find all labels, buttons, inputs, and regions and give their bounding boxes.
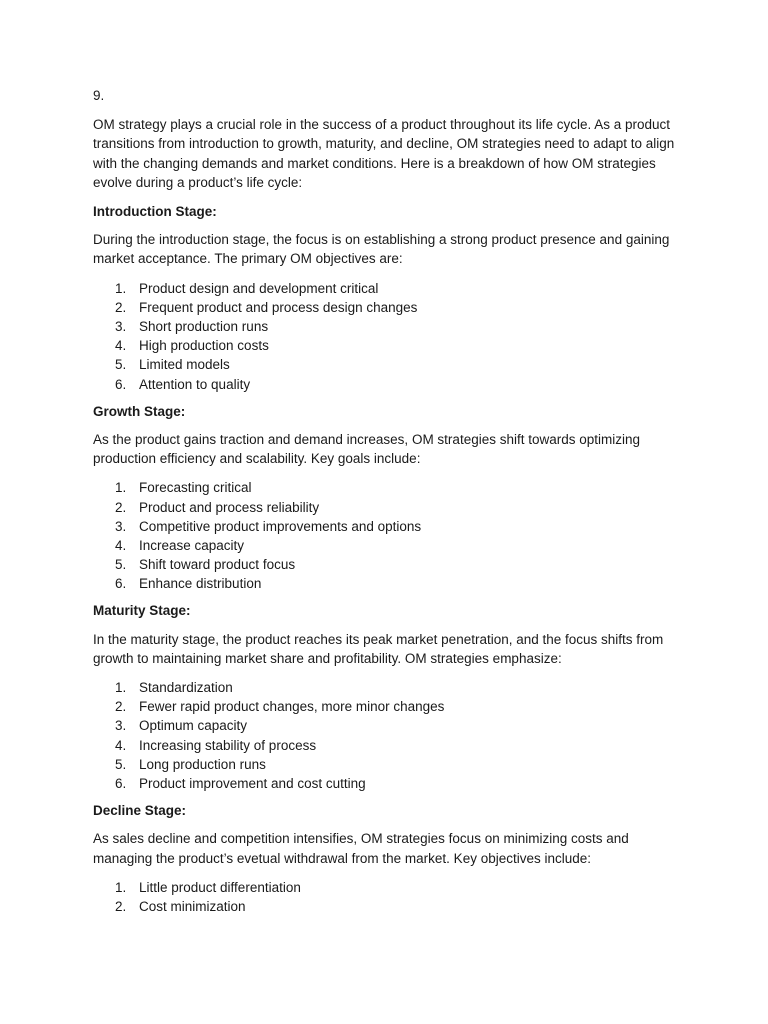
list-item-text: Fewer rapid product changes, more minor changes xyxy=(139,699,445,715)
question-number: 9. xyxy=(93,88,105,103)
section-heading: Maturity Stage: xyxy=(93,603,191,619)
section-paragraph: As the product gains traction and demand increases, OM strategies shift towards optimizing production efficiency and scalability. Key goals include: xyxy=(93,431,641,467)
list-item xyxy=(93,375,683,394)
section-growth xyxy=(93,402,683,594)
list-item-text: Enhance distribution xyxy=(139,576,262,592)
numbered-list xyxy=(93,878,683,916)
section-heading: Decline Stage: xyxy=(93,803,187,819)
list-item xyxy=(93,678,683,697)
list-number: 5. xyxy=(115,557,127,573)
list-number: 3. xyxy=(115,718,127,734)
list-item-text: Frequent product and process design changes xyxy=(139,299,418,315)
section-maturity xyxy=(93,601,683,793)
list-item-text: Standardization xyxy=(139,680,233,696)
list-item-text: Limited models xyxy=(139,357,230,373)
list-item-text: High production costs xyxy=(139,338,269,354)
section-heading: Growth Stage: xyxy=(93,403,186,419)
list-number: 3. xyxy=(115,319,127,334)
section-introduction xyxy=(93,202,683,394)
list-number: 1. xyxy=(115,680,127,696)
numbered-list xyxy=(93,279,683,394)
list-number: 1. xyxy=(115,280,127,296)
list-number: 2. xyxy=(115,299,127,315)
list-item-text: Product and process reliability xyxy=(139,499,320,515)
section-heading: Introduction Stage: xyxy=(93,204,217,220)
list-number: 2. xyxy=(115,899,127,915)
list-item xyxy=(93,298,683,317)
section-decline xyxy=(93,801,683,916)
list-item xyxy=(93,355,683,374)
list-item-text: Long production runs xyxy=(139,756,266,772)
list-item-text: Product improvement and cost cutting xyxy=(139,776,366,792)
numbered-list xyxy=(93,678,683,793)
list-item xyxy=(93,878,683,897)
list-item xyxy=(93,755,683,774)
list-item-text: Product design and development critical xyxy=(139,280,379,296)
list-item-text: Short production runs xyxy=(139,319,269,334)
list-number: 6. xyxy=(115,776,127,792)
list-item-text: Attention to quality xyxy=(139,376,251,392)
list-item-text: Increase capacity xyxy=(139,537,245,553)
document-page xyxy=(93,86,683,924)
list-item xyxy=(93,774,683,793)
list-number: 3. xyxy=(115,518,127,534)
list-number: 2. xyxy=(115,699,127,715)
list-item xyxy=(93,736,683,755)
list-item xyxy=(93,498,683,517)
list-number: 6. xyxy=(115,376,127,392)
list-item xyxy=(93,697,683,716)
list-item-text: Forecasting critical xyxy=(139,480,252,496)
list-item xyxy=(93,574,683,593)
list-item-text: Increasing stability of process xyxy=(139,737,317,753)
list-item xyxy=(93,336,683,355)
list-item-text: Cost minimization xyxy=(139,899,246,915)
list-item xyxy=(93,279,683,298)
list-number: 2. xyxy=(115,499,127,515)
list-number: 4. xyxy=(115,338,127,354)
section-paragraph: During the introduction stage, the focus is on establishing a strong product presence and gaining market acceptance. The primary OM objectives are: xyxy=(93,232,670,267)
list-item xyxy=(93,716,683,735)
list-item xyxy=(93,517,683,536)
list-item-text: Optimum capacity xyxy=(139,718,248,734)
list-number: 6. xyxy=(115,576,127,592)
list-number: 5. xyxy=(115,357,127,373)
list-number: 1. xyxy=(115,480,127,496)
numbered-list xyxy=(93,478,683,593)
list-item xyxy=(93,536,683,555)
section-paragraph: As sales decline and competition intensifies, OM strategies focus on minimizing costs and managing the product’s evetual withdrawal from the market. Key objectives include: xyxy=(93,831,629,866)
intro-paragraph: OM strategy plays a crucial role in the success of a product throughout its life cycle. As a product transitions from introduction to growth, maturity, and decline, OM strategies need to adapt to align with the changing demands and market conditions. Here is a breakdown of how OM strategies evolve during a product’s life cycle: xyxy=(93,117,675,190)
list-number: 1. xyxy=(115,879,127,895)
list-number: 4. xyxy=(115,737,127,753)
list-item-text: Shift toward product focus xyxy=(139,557,296,573)
list-item xyxy=(93,317,683,336)
list-item-text: Competitive product improvements and options xyxy=(139,518,422,534)
list-item xyxy=(93,897,683,916)
list-number: 5. xyxy=(115,756,127,772)
list-number: 4. xyxy=(115,537,127,553)
list-item xyxy=(93,478,683,497)
section-paragraph: In the maturity stage, the product reaches its peak market penetration, and the focus shifts from growth to maintaining market share and profitability. OM strategies emphasize: xyxy=(93,631,664,666)
list-item xyxy=(93,555,683,574)
list-item-text: Little product differentiation xyxy=(139,879,301,895)
